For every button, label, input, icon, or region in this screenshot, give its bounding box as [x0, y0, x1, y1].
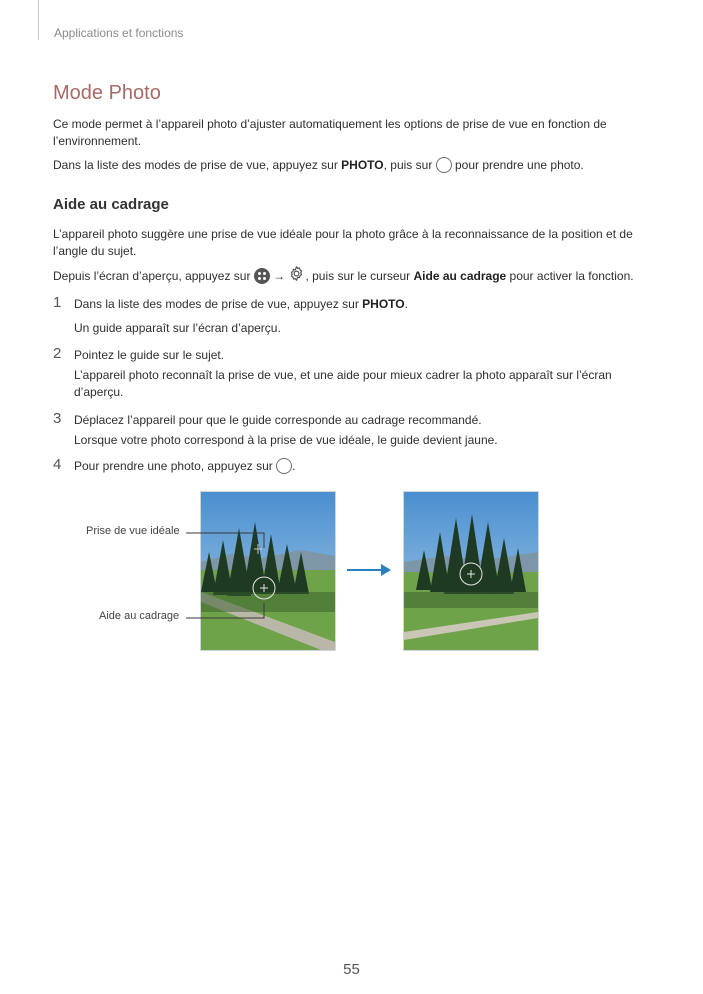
- step-4-after: .: [292, 459, 296, 473]
- intro-p2-bold: PHOTO: [341, 158, 384, 172]
- section-paragraph-2: [53, 266, 673, 288]
- step-3-line-1: Déplacez l’appareil pour que le guide corresponde au cadrage recommandé.: [74, 413, 482, 427]
- shutter-button-icon: [436, 157, 452, 173]
- intro-paragraph-1: Ce mode permet à l’appareil photo d’ajuster automatiquement les options de prise de vue en fonction de l’environnement.: [53, 117, 607, 148]
- shutter-button-icon: [276, 458, 292, 474]
- step-4-before: Pour prendre une photo, appuyez sur: [74, 459, 277, 473]
- page-number: 55: [343, 961, 360, 978]
- section-heading: Aide au cadrage: [53, 196, 169, 213]
- step-number-3: 3: [53, 410, 62, 427]
- section-p2-before: Depuis l’écran d’aperçu, appuyez sur: [53, 269, 254, 284]
- intro-paragraph-2: [53, 157, 653, 174]
- intro-p2-after: pour prendre une photo.: [451, 158, 584, 172]
- menu-dots-icon: [254, 268, 270, 284]
- step-2-line-2: L’appareil photo reconnaît la prise de vue, et une aide pour mieux cadrer la photo apparaît sur l’écran d’aperçu.: [74, 368, 612, 399]
- section-p2-after: pour activer la fonction.: [506, 269, 634, 284]
- section-header: Applications et fonctions: [54, 26, 184, 40]
- page-title: Mode Photo: [53, 82, 161, 104]
- preview-photo-aligned: [403, 491, 539, 651]
- transition-arrow-icon: [345, 562, 393, 578]
- step-1-bold: PHOTO: [362, 297, 405, 311]
- section-p2-middle: , puis sur le curseur: [305, 269, 414, 284]
- margin-rule: [38, 0, 39, 40]
- callout-ideal-shot: Prise de vue idéale: [86, 525, 180, 537]
- step-1-before: Dans la liste des modes de prise de vue, appuyez sur: [74, 297, 363, 311]
- section-p2-bold: Aide au cadrage: [413, 269, 507, 284]
- section-paragraph-1: L’appareil photo suggère une prise de vue idéale pour la photo grâce à la reconnaissance de la position et de l’angle du sujet.: [53, 227, 633, 258]
- section-p2-arrow: →: [269, 269, 289, 284]
- intro-p2-before: Dans la liste des modes de prise de vue, appuyez sur: [53, 158, 342, 172]
- step-1-line-2: Un guide apparaît sur l’écran d’aperçu.: [74, 321, 281, 335]
- settings-gear-icon: [288, 265, 305, 287]
- step-2-line-1: Pointez le guide sur le sujet.: [74, 348, 225, 362]
- step-4-line-1: [74, 458, 644, 475]
- callout-framing-guide: Aide au cadrage: [99, 610, 180, 622]
- intro-p2-middle: , puis sur: [383, 158, 436, 172]
- step-1-after: .: [404, 297, 408, 311]
- step-number-1: 1: [53, 294, 62, 311]
- step-1-line-1: [74, 296, 644, 313]
- step-number-2: 2: [53, 345, 62, 362]
- step-3-line-2: Lorsque votre photo correspond à la prise de vue idéale, le guide devient jaune.: [74, 433, 498, 447]
- callout-leader-lines: [186, 528, 276, 623]
- step-number-4: 4: [53, 456, 62, 473]
